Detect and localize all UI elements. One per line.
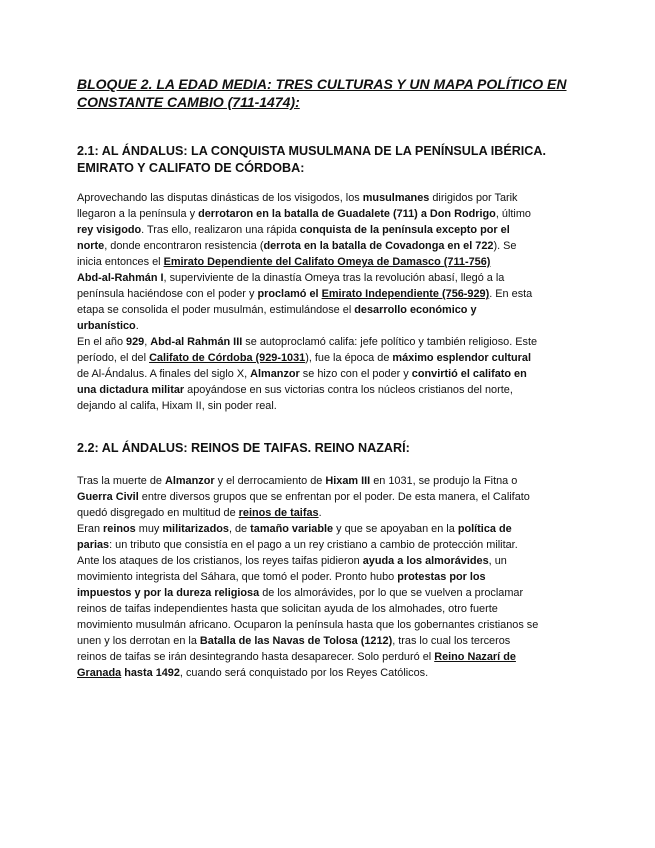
underlined-bold-text: Emirato Independiente (756-929) bbox=[321, 288, 490, 300]
text-run: ). Se bbox=[493, 240, 517, 252]
bold-text: conquista de la península excepto por el bbox=[299, 224, 510, 236]
text-line bbox=[77, 489, 572, 505]
text-run: se hizo con el poder y bbox=[299, 368, 412, 380]
text-line bbox=[77, 206, 572, 222]
text-line bbox=[77, 334, 572, 350]
text-run: , donde encontraron resistencia ( bbox=[104, 240, 264, 252]
bold-text: protestas por los bbox=[397, 571, 486, 583]
text-line bbox=[77, 585, 572, 601]
text-run: , cuando será conquistado por los Reyes Católicos. bbox=[179, 667, 429, 679]
text-line bbox=[77, 649, 572, 665]
text-line bbox=[77, 537, 572, 553]
section-1-heading-line-1: 2.1: AL ÁNDALUS: LA CONQUISTA MUSULMANA DE LA PENÍNSULA IBÉRICA. bbox=[77, 144, 546, 158]
text-run: . En esta bbox=[489, 288, 533, 300]
text-line bbox=[77, 633, 572, 649]
text-line bbox=[77, 270, 572, 286]
text-run: inicia entonces el bbox=[77, 256, 164, 268]
bold-text: rey visigodo bbox=[77, 224, 142, 236]
bold-text: Hixam III bbox=[325, 475, 371, 487]
text-run: llegaron a la península y bbox=[77, 208, 199, 220]
text-run: Tras la muerte de bbox=[77, 475, 165, 487]
text-line bbox=[77, 318, 572, 334]
bold-text: desarrollo económico y bbox=[354, 304, 477, 316]
text-run: reinos de taifas se irán desintegrando hasta desaparecer. Solo perduró el bbox=[77, 651, 435, 663]
text-run: entre diversos grupos que se enfrentan por el poder. De esta manera, el Califato bbox=[138, 491, 530, 503]
bold-text: máximo esplendor cultural bbox=[392, 352, 531, 364]
text-run: unen y los derrotan en la bbox=[77, 635, 200, 647]
text-run: : un tributo que consistía en el pago a un rey cristiano a cambio de protección militar. bbox=[109, 539, 518, 551]
text-line bbox=[77, 254, 572, 270]
underlined-bold-text: Califato de Córdoba (929-1031 bbox=[149, 352, 306, 364]
text-run: apoyándose en sus victorias contra los núcleos cristianos del norte, bbox=[184, 384, 513, 396]
section-1-heading bbox=[77, 143, 597, 177]
text-run: dejando al califa, Hixam II, sin poder real. bbox=[77, 400, 277, 412]
bold-text: una dictadura militar bbox=[77, 384, 185, 396]
section-1-heading-line-2: EMIRATO Y CALIFATO DE CÓRDOBA: bbox=[77, 161, 305, 175]
text-line bbox=[77, 553, 572, 569]
text-run: Eran bbox=[77, 523, 104, 535]
bold-text: proclamó el bbox=[257, 288, 322, 300]
text-run: , último bbox=[495, 208, 531, 220]
section-1-paragraph bbox=[77, 190, 572, 414]
bold-text: política de bbox=[457, 523, 512, 535]
text-run: período, el del bbox=[77, 352, 150, 364]
bold-text: tamaño variable bbox=[250, 523, 334, 535]
text-run: etapa se consolida el poder musulmán, estimulándose el bbox=[77, 304, 355, 316]
bold-text: urbanístico bbox=[77, 320, 136, 332]
text-run: de Al-Ándalus. A finales del siglo X, bbox=[77, 368, 251, 380]
text-run: y el derrocamiento de bbox=[214, 475, 326, 487]
text-run: . bbox=[135, 320, 139, 332]
title-line-2: CONSTANTE CAMBIO (711-1474): bbox=[77, 94, 300, 110]
bold-text: derrotaron en la batalla de Guadalete (711) a Don Rodrigo bbox=[198, 208, 496, 220]
bold-text: 929 bbox=[126, 336, 145, 348]
text-line bbox=[77, 238, 572, 254]
text-run: , superviviente de la dinastía Omeya tras la revolución abasí, llegó a la bbox=[163, 272, 505, 284]
bold-text: derrota en la batalla de Covadonga en el 722 bbox=[263, 240, 494, 252]
text-line bbox=[77, 190, 572, 206]
text-line bbox=[77, 601, 572, 617]
text-run: reinos de taifas independientes hasta que solicitan ayuda de los almohades, otro fuerte bbox=[77, 603, 498, 615]
bold-text: ayuda a los almorávides bbox=[362, 555, 489, 567]
bold-text: Guerra Civil bbox=[77, 491, 139, 503]
text-line bbox=[77, 382, 572, 398]
text-run: en 1031, se produjo la Fitna o bbox=[370, 475, 518, 487]
underlined-bold-text: Reino Nazarí de bbox=[434, 651, 516, 663]
text-run: , tras lo cual los terceros bbox=[392, 635, 511, 647]
bold-text: Almanzor bbox=[250, 368, 300, 380]
text-run: de los almorávides, por lo que se vuelven a proclamar bbox=[259, 587, 524, 599]
underlined-bold-text: reinos de taifas bbox=[238, 507, 319, 519]
text-run: península haciéndose con el poder y bbox=[77, 288, 258, 300]
bold-text: Abd-al-Rahmán I bbox=[77, 272, 164, 284]
text-line bbox=[77, 366, 572, 382]
section-2-heading-line: 2.2: AL ÁNDALUS: REINOS DE TAIFAS. REINO NAZARÍ: bbox=[77, 441, 410, 455]
bold-text: Batalla de las Navas de Tolosa (1212) bbox=[199, 635, 393, 647]
bold-text: Abd-al Rahmán III bbox=[150, 336, 243, 348]
bold-text: militarizados bbox=[162, 523, 229, 535]
underlined-bold-text: Emirato Dependiente del Califato Omeya de Damasco (711-756) bbox=[163, 256, 491, 268]
text-run: se autoproclamó califa: jefe político y también religioso. Este bbox=[242, 336, 538, 348]
text-line bbox=[77, 505, 572, 521]
text-run: Aprovechando las disputas dinásticas de los visigodos, los bbox=[77, 192, 363, 204]
text-line bbox=[77, 222, 572, 238]
bold-text: reinos bbox=[103, 523, 136, 535]
underlined-bold-text: Granada bbox=[77, 667, 122, 679]
text-run: , un bbox=[488, 555, 507, 567]
text-run: quedó disgregado en multitud de bbox=[77, 507, 239, 519]
text-run: Ante los ataques de los cristianos, los reyes taifas pidieron bbox=[77, 555, 363, 567]
text-run: muy bbox=[135, 523, 163, 535]
section-2-heading bbox=[77, 440, 597, 457]
text-line bbox=[77, 286, 572, 302]
text-run: . bbox=[318, 507, 322, 519]
text-line bbox=[77, 473, 572, 489]
text-run: ), fue la época de bbox=[305, 352, 393, 364]
document-title bbox=[77, 75, 597, 111]
text-line bbox=[77, 302, 572, 318]
text-run: En el año bbox=[77, 336, 127, 348]
text-line bbox=[77, 617, 572, 633]
text-run: , bbox=[144, 336, 151, 348]
bold-text: Almanzor bbox=[164, 475, 215, 487]
text-line bbox=[77, 398, 572, 414]
text-run: . Tras ello, realizaron una rápida bbox=[141, 224, 300, 236]
text-run: y que se apoyaban en la bbox=[333, 523, 458, 535]
text-line bbox=[77, 569, 572, 585]
bold-text: convirtió el califato en bbox=[411, 368, 527, 380]
text-line bbox=[77, 665, 572, 681]
bold-text: musulmanes bbox=[362, 192, 430, 204]
text-run: dirigidos por Tarik bbox=[429, 192, 518, 204]
text-line bbox=[77, 350, 572, 366]
bold-text: hasta 1492 bbox=[121, 667, 180, 679]
bold-text: impuestos y por la dureza religiosa bbox=[77, 587, 260, 599]
bold-text: parias bbox=[77, 539, 110, 551]
text-run: , de bbox=[228, 523, 251, 535]
bold-text: norte bbox=[77, 240, 105, 252]
text-run: movimiento integrista del Sáhara, que tomó el poder. Pronto hubo bbox=[77, 571, 398, 583]
title-line-1: BLOQUE 2. LA EDAD MEDIA: TRES CULTURAS Y UN MAPA POLÍTICO EN bbox=[77, 76, 567, 92]
section-2-paragraph bbox=[77, 473, 572, 681]
text-line bbox=[77, 521, 572, 537]
text-run: movimiento musulmán africano. Ocuparon la península hasta que los gobernantes cristianos se bbox=[77, 619, 539, 631]
